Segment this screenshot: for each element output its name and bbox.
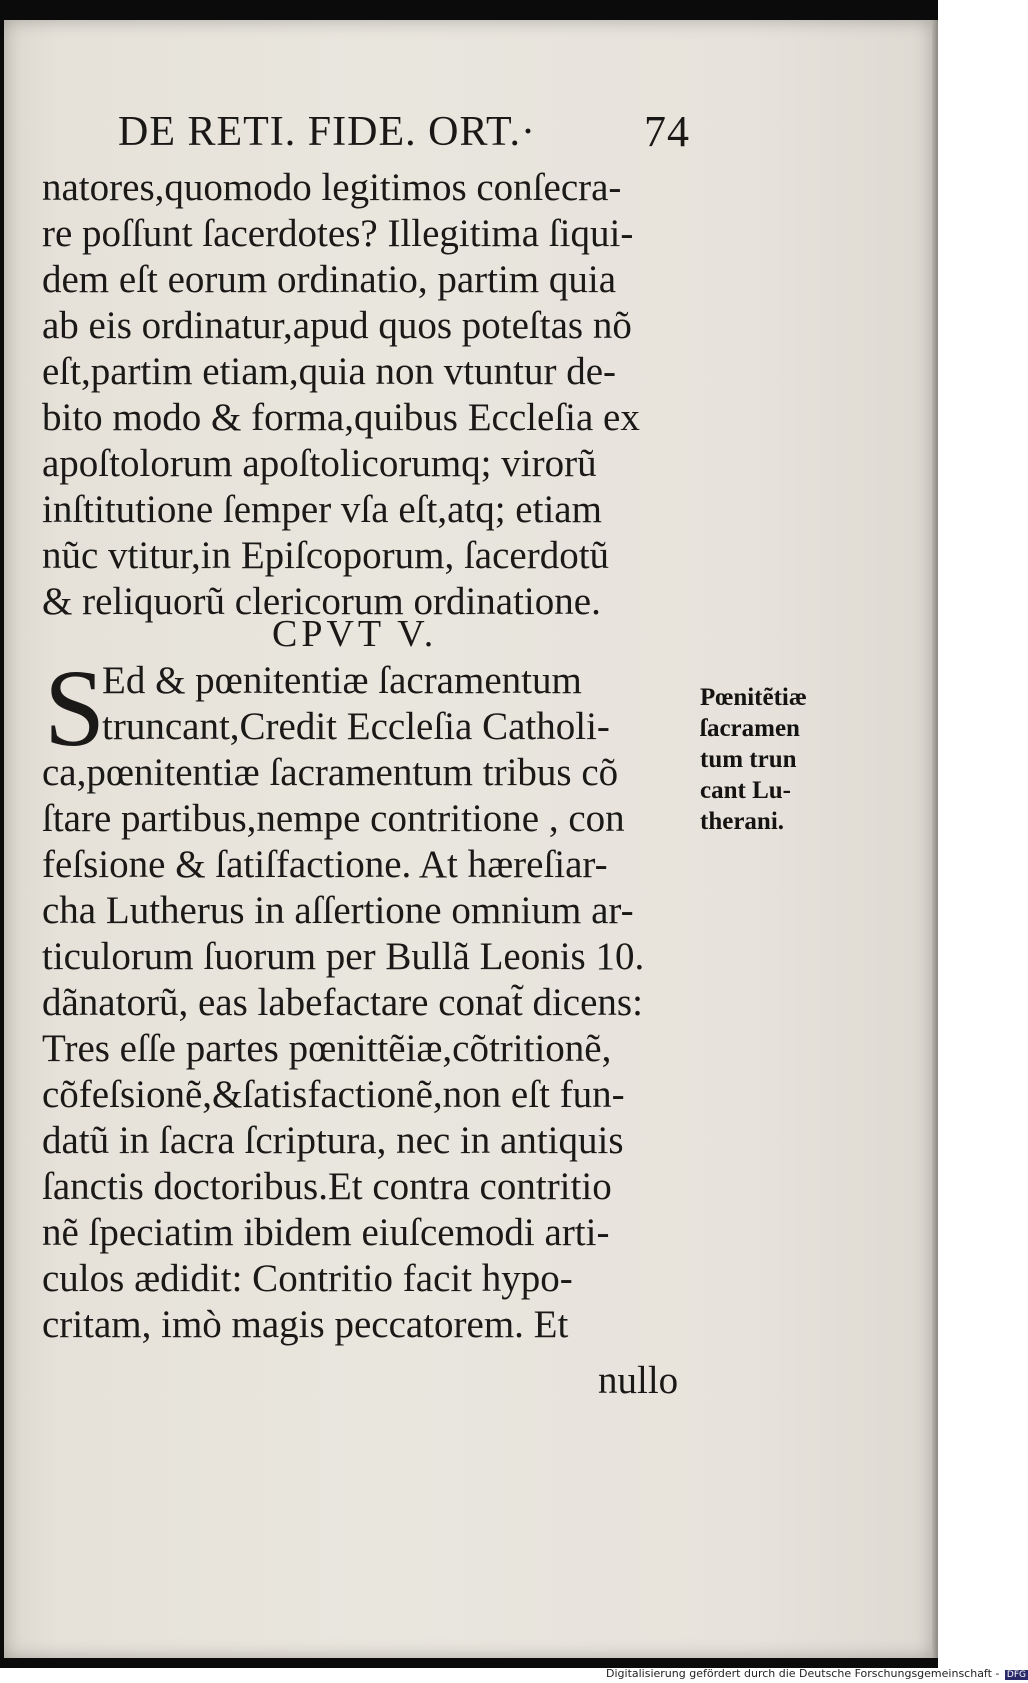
drop-capital: S xyxy=(44,647,106,769)
text-line: nẽ ſpeciatim ibidem eiuſcemodi arti- xyxy=(42,1211,610,1254)
running-header xyxy=(118,108,708,158)
text-line: dem eſt eorum ordinatio, partim quia xyxy=(42,258,617,301)
body-text xyxy=(42,165,702,625)
marginal-note-line: ſacramen xyxy=(700,715,800,742)
text-line: ſanctis doctoribus.Et contra contritio xyxy=(42,1165,612,1208)
running-title: DE RETI. FIDE. ORT.· xyxy=(118,109,536,155)
text-line: ticulorum ſuorum per Bullã Leonis 10. xyxy=(42,935,645,978)
marginal-note-line: therani. xyxy=(700,808,785,835)
text-line: dãnatorũ, eas labefactare conat̃ dicens: xyxy=(42,981,643,1024)
text-line: ab eis ordinatur,apud quos poteſtas nõ xyxy=(42,304,632,347)
marginal-note xyxy=(700,682,840,837)
text-line: eſt,partim etiam,quia non vtuntur de- xyxy=(42,350,617,393)
digitization-credit xyxy=(606,1667,1028,1680)
text-line: & reliquorũ clericorum ordinatione. xyxy=(42,580,601,623)
chapter-text xyxy=(42,647,702,1348)
text-line: Ed & pœnitentiæ ſacramentum xyxy=(102,659,582,702)
text-line: apoſtolorum apoſtolicorumq; virorũ xyxy=(42,442,597,485)
text-line: bito modo & forma,quibus Eccleſia ex xyxy=(42,396,640,439)
text-line: cõfeſsionẽ,&ſatisfactionẽ,non eſt fun- xyxy=(42,1073,625,1116)
text-line: feſsione & ſatiſfactione. At hæreſiar- xyxy=(42,843,608,886)
page-number: 74 xyxy=(644,107,690,156)
text-line: re poſſunt ſacerdotes? Illegitima ſiqui- xyxy=(42,212,634,255)
text-line: critam, imò magis peccatorem. Et xyxy=(42,1303,569,1346)
text-line: ſtare partibus,nempe contritione , con xyxy=(42,797,625,840)
text-line: Tres eſſe partes pœnittẽiæ,cõtritionẽ, xyxy=(42,1027,612,1070)
text-line: truncant,Credit Eccleſia Catholi- xyxy=(102,705,610,748)
text-line: nũc vtitur,in Epiſcoporum, ſacerdotũ xyxy=(42,534,610,577)
marginal-note-line: tum trun xyxy=(700,746,797,773)
text-line: ca,pœnitentiæ ſacramentum tribus cõ xyxy=(42,751,619,794)
catchword: nullo xyxy=(598,1359,679,1402)
chapter-heading: CPVT V. xyxy=(272,613,438,655)
marginal-note-line: cant Lu- xyxy=(700,777,791,804)
marginal-note-line: Pœnitẽtiæ xyxy=(700,684,807,711)
page-edge xyxy=(932,20,938,1658)
text-line: culos ædidit: Contritio facit hypo- xyxy=(42,1257,573,1300)
credit-text: Digitalisierung gefördert durch die Deutsche Forschungsgemeinschaft - xyxy=(606,1667,1000,1680)
dfg-logo: DFG xyxy=(1006,1670,1026,1680)
text-line: inſtitutione ſemper vſa eſt,atq; etiam xyxy=(42,488,602,531)
text-line: datũ in ſacra ſcriptura, nec in antiquis xyxy=(42,1119,624,1162)
text-line: cha Lutherus in aſſertione omnium ar- xyxy=(42,889,634,932)
text-line: natores,quomodo legitimos conſecra- xyxy=(42,166,622,209)
